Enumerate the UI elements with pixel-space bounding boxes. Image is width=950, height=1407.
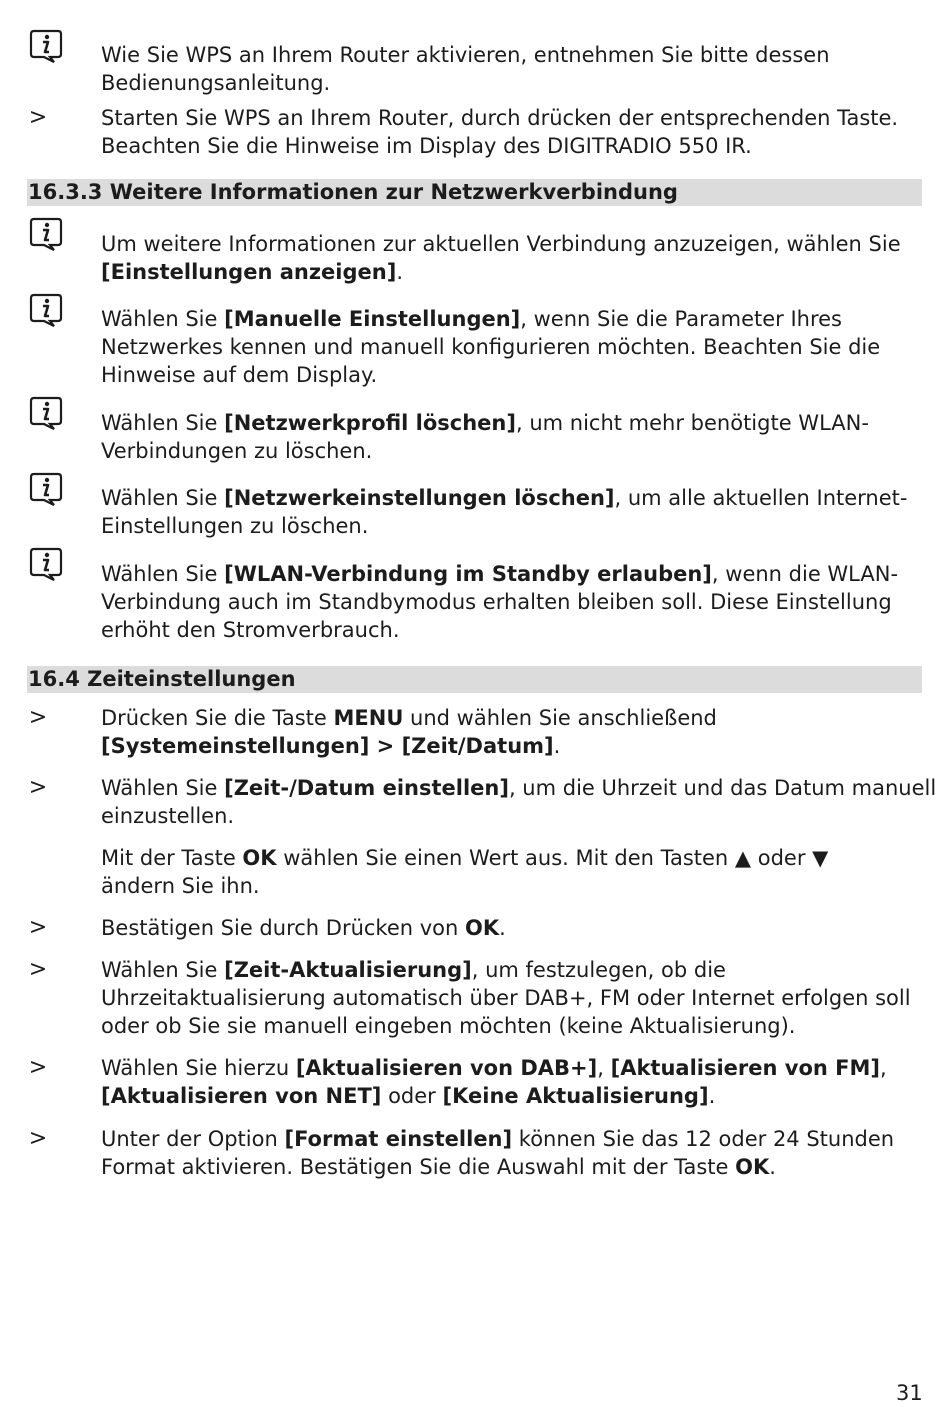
info-text-wlan-standby: Wählen Sie [WLAN-Verbindung im Standby erlauben], wenn die WLAN- Verbindung auch im Standbymodus erhalten bleiben soll. Diese Einstellung erhöht den Stromverbrauch. xyxy=(101,562,899,642)
bullet-marker: > xyxy=(28,957,48,982)
bullet-marker: > xyxy=(28,915,48,940)
info-text-delete-profile: Wählen Sie [Netzwerkprofil löschen], um nicht mehr benötigte WLAN- Verbindungen zu löschen. xyxy=(101,411,869,463)
bullet-marker: > xyxy=(28,105,48,130)
bullet-marker: > xyxy=(28,1055,48,1080)
step-update-sources: Wählen Sie hierzu [Aktualisieren von DAB+], [Aktualisieren von FM], [Aktualisieren von NET] oder [Keine Aktualisierung]. xyxy=(101,1056,887,1108)
info-text-delete-network-settings: Wählen Sie [Netzwerkeinstellungen löschen], um alle aktuellen Internet- Einstellungen zu löschen. xyxy=(101,486,908,538)
info-icon xyxy=(28,216,64,252)
info-icon xyxy=(28,546,64,582)
info-text-show-settings: Um weitere Informationen zur aktuellen Verbindung anzuzeigen, wählen Sie [Einstellungen anzeigen]. xyxy=(101,232,901,284)
section-heading-16-4: 16.4 Zeiteinstellungen xyxy=(27,666,922,693)
step-set-time-date: Wählen Sie [Zeit-/Datum einstellen], um die Uhrzeit und das Datum manuell einzustellen. xyxy=(101,776,937,828)
bullet-marker: > xyxy=(28,705,48,730)
bullet-marker: > xyxy=(28,1126,48,1151)
info-icon xyxy=(28,28,64,64)
step-start-wps: Starten Sie WPS an Ihrem Router, durch drücken der entsprechenden Taste. Beachten Sie die Hinweise im Display des DIGITRADIO 550 IR. xyxy=(101,106,899,158)
section-heading-16-3-3: 16.3.3 Weitere Informationen zur Netzwerkverbindung xyxy=(27,179,922,206)
info-text-manual-settings: Wählen Sie [Manuelle Einstellungen], wenn Sie die Parameter Ihres Netzwerkes kennen und manuell konfigurieren möchten. Beachten Sie die Hinweise auf dem Display. xyxy=(101,307,881,387)
info-icon xyxy=(28,395,64,431)
step-menu-time-date: Drücken Sie die Taste MENU und wählen Sie anschließend [Systemeinstellungen] > [Zeit/Datum]. xyxy=(101,706,717,758)
step-time-update: Wählen Sie [Zeit-Aktualisierung], um festzulegen, ob die Uhrzeitaktualisierung automatisch über DAB+, FM oder Internet erfolgen soll oder ob Sie sie manuell eingeben möchten (keine Aktualisierung). xyxy=(101,958,911,1038)
info-icon xyxy=(28,471,64,507)
bullet-marker: > xyxy=(28,775,48,800)
info-icon xyxy=(28,292,64,328)
step-confirm-ok: Bestätigen Sie durch Drücken von OK. xyxy=(101,916,506,940)
note-ok-arrows: Mit der Taste OK wählen Sie einen Wert aus. Mit den Tasten ▲ oder ▼ ändern Sie ihn. xyxy=(101,846,829,898)
page-number: 31 xyxy=(896,1381,923,1405)
info-text-wps: Wie Sie WPS an Ihrem Router aktivieren, entnehmen Sie bitte dessen Bedienungsanleitung. xyxy=(101,43,830,95)
step-format: Unter der Option [Format einstellen] können Sie das 12 oder 24 Stunden Format aktivieren. Bestätigen Sie die Auswahl mit der Taste OK. xyxy=(101,1127,895,1179)
